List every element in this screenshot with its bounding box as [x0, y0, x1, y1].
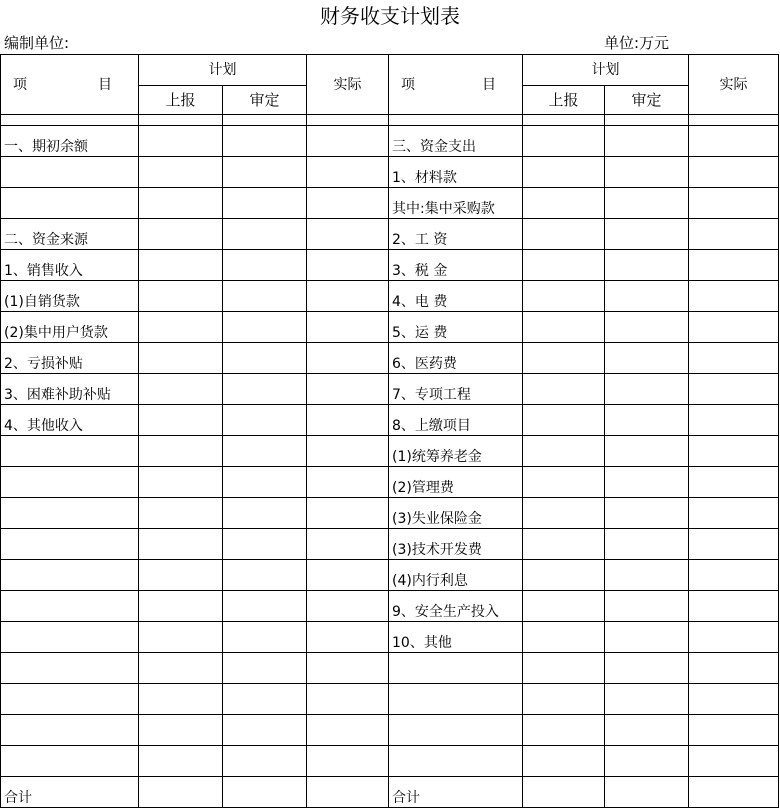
table-row — [1, 281, 779, 312]
header-reported-left: 上报 — [139, 86, 223, 115]
value-cell[interactable] — [523, 343, 605, 374]
value-cell[interactable] — [139, 343, 223, 374]
total-label-right: 合计 — [389, 777, 523, 808]
value-cell[interactable] — [605, 529, 689, 560]
table-row — [1, 591, 779, 622]
header-approved-right: 审定 — [605, 86, 689, 115]
value-cell[interactable] — [223, 622, 307, 653]
value-cell[interactable] — [223, 126, 307, 157]
left-item-cell[interactable]: 4、其他收入 — [1, 405, 139, 436]
value-cell[interactable] — [689, 343, 779, 374]
value-cell[interactable] — [689, 188, 779, 219]
value-cell[interactable] — [605, 219, 689, 250]
header-plan-right: 计划 — [523, 55, 689, 86]
value-cell[interactable] — [307, 622, 389, 653]
value-cell[interactable] — [689, 715, 779, 746]
value-cell[interactable] — [605, 498, 689, 529]
left-item-cell[interactable]: 一、期初余额 — [1, 126, 139, 157]
total-value-cell[interactable] — [307, 777, 389, 808]
table-row — [1, 746, 779, 777]
right-item-cell[interactable]: 1、材料款 — [389, 157, 523, 188]
value-cell[interactable] — [523, 126, 605, 157]
value-cell[interactable] — [523, 622, 605, 653]
value-cell[interactable] — [139, 250, 223, 281]
value-cell[interactable] — [605, 684, 689, 715]
value-cell[interactable] — [605, 746, 689, 777]
value-cell[interactable] — [307, 498, 389, 529]
value-cell[interactable] — [307, 188, 389, 219]
right-item-cell[interactable]: 三、资金支出 — [389, 126, 523, 157]
value-cell[interactable] — [307, 529, 389, 560]
value-cell[interactable] — [139, 591, 223, 622]
right-item-cell[interactable]: 9、安全生产投入 — [389, 591, 523, 622]
compiler-label: 编制单位: — [4, 34, 70, 52]
value-cell[interactable] — [307, 343, 389, 374]
value-cell[interactable] — [139, 467, 223, 498]
table-row — [1, 653, 779, 684]
right-item-cell[interactable]: (4)内行利息 — [389, 560, 523, 591]
value-cell[interactable] — [223, 746, 307, 777]
value-cell[interactable] — [139, 498, 223, 529]
value-cell[interactable] — [689, 560, 779, 591]
left-item-cell[interactable]: 1、销售收入 — [1, 250, 139, 281]
right-item-cell[interactable]: (3)失业保险金 — [389, 498, 523, 529]
value-cell[interactable] — [689, 653, 779, 684]
value-cell[interactable] — [307, 684, 389, 715]
left-item-cell[interactable] — [1, 498, 139, 529]
left-item-cell[interactable] — [1, 684, 139, 715]
left-item-cell[interactable] — [1, 653, 139, 684]
left-item-cell[interactable]: 2、亏损补贴 — [1, 343, 139, 374]
value-cell[interactable] — [223, 684, 307, 715]
value-cell[interactable] — [523, 715, 605, 746]
unit-label: 单位:万元 — [604, 34, 670, 52]
value-cell[interactable] — [523, 653, 605, 684]
table-row — [1, 157, 779, 188]
header-plan-left: 计划 — [139, 55, 307, 86]
value-cell[interactable] — [605, 653, 689, 684]
value-cell[interactable] — [523, 281, 605, 312]
left-item-cell[interactable] — [1, 157, 139, 188]
right-item-cell[interactable]: 5、运 费 — [389, 312, 523, 343]
table-row — [1, 622, 779, 653]
value-cell[interactable] — [689, 157, 779, 188]
value-cell[interactable] — [223, 281, 307, 312]
value-cell[interactable] — [307, 250, 389, 281]
value-cell[interactable] — [223, 591, 307, 622]
value-cell[interactable] — [523, 684, 605, 715]
value-cell[interactable] — [139, 436, 223, 467]
table-row — [1, 467, 779, 498]
left-item-cell[interactable]: 二、资金来源 — [1, 219, 139, 250]
value-cell[interactable] — [523, 591, 605, 622]
value-cell[interactable] — [139, 560, 223, 591]
value-cell[interactable] — [139, 312, 223, 343]
right-item-cell[interactable]: 10、其他 — [389, 622, 523, 653]
value-cell[interactable] — [223, 250, 307, 281]
value-cell[interactable] — [223, 343, 307, 374]
left-item-cell[interactable] — [1, 746, 139, 777]
table-row — [1, 188, 779, 219]
value-cell[interactable] — [223, 374, 307, 405]
value-cell[interactable] — [139, 219, 223, 250]
total-value-cell[interactable] — [523, 777, 605, 808]
total-value-cell[interactable] — [605, 777, 689, 808]
table-row — [1, 498, 779, 529]
value-cell[interactable] — [689, 498, 779, 529]
value-cell[interactable] — [523, 560, 605, 591]
value-cell[interactable] — [139, 405, 223, 436]
left-item-cell[interactable] — [1, 188, 139, 219]
value-cell[interactable] — [689, 622, 779, 653]
header-item-right: 项 目 — [389, 55, 523, 115]
left-item-cell[interactable] — [1, 467, 139, 498]
value-cell[interactable] — [523, 436, 605, 467]
value-cell[interactable] — [139, 374, 223, 405]
table-row — [1, 405, 779, 436]
table-row — [1, 312, 779, 343]
value-cell[interactable] — [139, 715, 223, 746]
table-row — [1, 250, 779, 281]
value-cell[interactable] — [223, 219, 307, 250]
value-cell[interactable] — [523, 498, 605, 529]
right-item-cell[interactable]: (3)技术开发费 — [389, 529, 523, 560]
table-row — [1, 684, 779, 715]
value-cell[interactable] — [223, 467, 307, 498]
right-item-cell[interactable] — [389, 746, 523, 777]
right-item-cell[interactable]: 3、税 金 — [389, 250, 523, 281]
value-cell[interactable] — [523, 250, 605, 281]
total-row — [1, 777, 779, 808]
left-item-cell[interactable] — [1, 591, 139, 622]
value-cell[interactable] — [689, 126, 779, 157]
value-cell[interactable] — [605, 343, 689, 374]
total-value-cell[interactable] — [139, 777, 223, 808]
table-row — [1, 343, 779, 374]
total-value-cell[interactable] — [689, 777, 779, 808]
right-item-cell[interactable]: (1)统筹养老金 — [389, 436, 523, 467]
value-cell[interactable] — [605, 281, 689, 312]
value-cell[interactable] — [605, 126, 689, 157]
value-cell[interactable] — [307, 312, 389, 343]
value-cell[interactable] — [605, 467, 689, 498]
right-item-cell[interactable] — [389, 684, 523, 715]
right-item-cell[interactable]: 4、电 费 — [389, 281, 523, 312]
table-row — [1, 529, 779, 560]
value-cell[interactable] — [223, 405, 307, 436]
value-cell[interactable] — [523, 746, 605, 777]
value-cell[interactable] — [689, 374, 779, 405]
value-cell[interactable] — [523, 467, 605, 498]
header-actual-right: 实际 — [689, 55, 779, 115]
value-cell[interactable] — [523, 529, 605, 560]
value-cell[interactable] — [223, 529, 307, 560]
value-cell[interactable] — [223, 157, 307, 188]
sheet-title: 财务收支计划表 — [320, 4, 460, 28]
right-item-cell[interactable] — [389, 653, 523, 684]
value-cell[interactable] — [605, 250, 689, 281]
value-cell[interactable] — [223, 312, 307, 343]
value-cell[interactable] — [139, 188, 223, 219]
table-row — [1, 436, 779, 467]
finance-plan-table — [0, 54, 779, 808]
header-approved-left: 审定 — [223, 86, 307, 115]
left-item-cell[interactable]: (2)集中用户货款 — [1, 312, 139, 343]
value-cell[interactable] — [605, 622, 689, 653]
value-cell[interactable] — [523, 312, 605, 343]
value-cell[interactable] — [307, 405, 389, 436]
value-cell[interactable] — [523, 374, 605, 405]
value-cell[interactable] — [223, 436, 307, 467]
value-cell[interactable] — [605, 715, 689, 746]
value-cell[interactable] — [689, 436, 779, 467]
value-cell[interactable] — [139, 281, 223, 312]
right-item-cell[interactable]: 2、工 资 — [389, 219, 523, 250]
value-cell[interactable] — [139, 126, 223, 157]
value-cell[interactable] — [605, 312, 689, 343]
value-cell[interactable] — [223, 653, 307, 684]
value-cell[interactable] — [689, 684, 779, 715]
value-cell[interactable] — [139, 157, 223, 188]
header-reported-right: 上报 — [523, 86, 605, 115]
header-item-left: 项 目 — [1, 55, 139, 115]
left-item-cell[interactable] — [1, 529, 139, 560]
value-cell[interactable] — [307, 436, 389, 467]
table-row — [1, 374, 779, 405]
right-item-cell[interactable]: 6、医药费 — [389, 343, 523, 374]
right-item-cell[interactable]: 其中:集中采购款 — [389, 188, 523, 219]
value-cell[interactable] — [139, 746, 223, 777]
value-cell[interactable] — [523, 219, 605, 250]
value-cell[interactable] — [307, 374, 389, 405]
value-cell[interactable] — [223, 715, 307, 746]
value-cell[interactable] — [689, 746, 779, 777]
total-label-left: 合计 — [1, 777, 139, 808]
value-cell[interactable] — [139, 622, 223, 653]
left-item-cell[interactable]: 3、困难补助补贴 — [1, 374, 139, 405]
value-cell[interactable] — [307, 715, 389, 746]
value-cell[interactable] — [689, 312, 779, 343]
table-row — [1, 126, 779, 157]
left-item-cell[interactable]: (1)自销货款 — [1, 281, 139, 312]
value-cell[interactable] — [605, 188, 689, 219]
right-item-cell[interactable]: 7、专项工程 — [389, 374, 523, 405]
value-cell[interactable] — [307, 157, 389, 188]
table-row — [1, 560, 779, 591]
value-cell[interactable] — [307, 560, 389, 591]
value-cell[interactable] — [139, 653, 223, 684]
value-cell[interactable] — [223, 498, 307, 529]
value-cell[interactable] — [689, 219, 779, 250]
value-cell[interactable] — [689, 281, 779, 312]
value-cell[interactable] — [307, 219, 389, 250]
value-cell[interactable] — [605, 591, 689, 622]
table-row — [1, 219, 779, 250]
value-cell[interactable] — [605, 560, 689, 591]
value-cell[interactable] — [307, 746, 389, 777]
value-cell[interactable] — [307, 126, 389, 157]
value-cell[interactable] — [689, 405, 779, 436]
total-value-cell[interactable] — [223, 777, 307, 808]
value-cell[interactable] — [689, 591, 779, 622]
left-item-cell[interactable] — [1, 560, 139, 591]
value-cell[interactable] — [689, 467, 779, 498]
right-item-cell[interactable]: 8、上缴项目 — [389, 405, 523, 436]
value-cell[interactable] — [223, 188, 307, 219]
value-cell[interactable] — [307, 591, 389, 622]
value-cell[interactable] — [523, 157, 605, 188]
value-cell[interactable] — [523, 188, 605, 219]
value-cell[interactable] — [307, 281, 389, 312]
right-item-cell[interactable] — [389, 715, 523, 746]
value-cell[interactable] — [689, 250, 779, 281]
value-cell[interactable] — [605, 157, 689, 188]
value-cell[interactable] — [307, 467, 389, 498]
right-item-cell[interactable]: (2)管理费 — [389, 467, 523, 498]
left-item-cell[interactable] — [1, 715, 139, 746]
value-cell[interactable] — [223, 560, 307, 591]
left-item-cell[interactable] — [1, 622, 139, 653]
left-item-cell[interactable] — [1, 436, 139, 467]
header-actual-left: 实际 — [307, 55, 389, 115]
value-cell[interactable] — [605, 405, 689, 436]
table-row — [1, 715, 779, 746]
value-cell[interactable] — [139, 529, 223, 560]
unit-row — [0, 32, 780, 54]
value-cell[interactable] — [605, 374, 689, 405]
value-cell[interactable] — [523, 405, 605, 436]
value-cell[interactable] — [689, 529, 779, 560]
value-cell[interactable] — [139, 684, 223, 715]
value-cell[interactable] — [307, 653, 389, 684]
value-cell[interactable] — [605, 436, 689, 467]
